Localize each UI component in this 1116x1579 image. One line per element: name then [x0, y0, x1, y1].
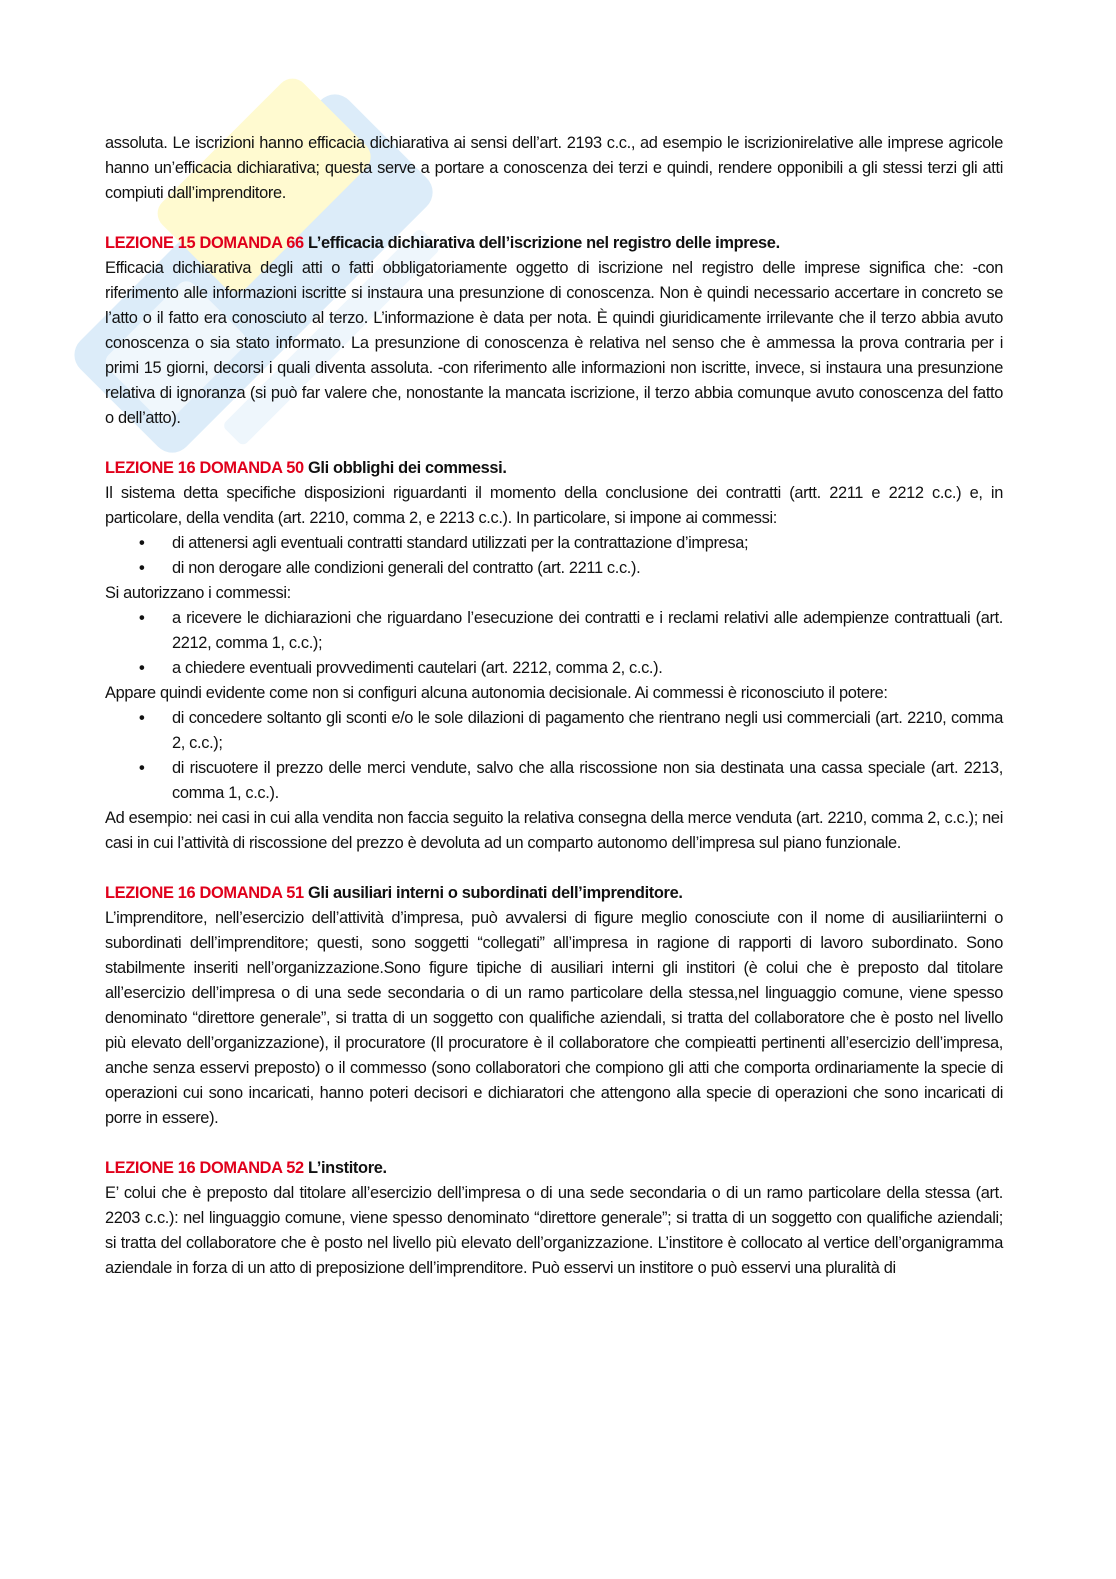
section-heading [105, 1156, 1003, 1181]
section-body: Si autorizzano i commessi: [105, 584, 291, 602]
section-body: Appare quindi evidente come non si configuri alcuna autonomia decisionale. Ai commessi è riconosciuto il potere: [105, 684, 888, 702]
list-item: • a ricevere le dichiarazioni che riguardano l’esecuzione dei contratti e i reclami relativi alle adempienze contrattuali (art. 2212, comma 1, c.c.); [172, 606, 1003, 656]
bullet-list [105, 706, 1003, 806]
section-heading [105, 881, 1003, 906]
section-heading [105, 456, 1003, 481]
intro-paragraph: assoluta. Le iscrizioni hanno efficacia dichiarativa ai sensi dell’art. 2193 c.c., ad esempio le iscrizionirelative alle imprese agricole hanno un’efficacia dichiarativa; questa serve a portare a conoscenza dei terzi e quindi, rendere opponibili a gli stessi terzi gli atti compiuti dall’imprenditore. [105, 134, 1003, 202]
section-label: LEZIONE 16 DOMANDA 51 [105, 884, 304, 902]
section-label: LEZIONE 15 DOMANDA 66 [105, 234, 304, 252]
section-lezione-16-domanda-51 [105, 881, 1003, 1131]
list-item: • di concedere soltanto gli sconti e/o le sole dilazioni di pagamento che rientrano negli usi commerciali (art. 2210, comma 2, c.c.); [172, 706, 1003, 756]
list-item: • di attenersi agli eventuali contratti standard utilizzati per la contrattazione d’impresa; [172, 531, 1003, 556]
section-body: L’imprenditore, nell’esercizio dell’attività d’impresa, può avvalersi di figure meglio conosciute con il nome di ausiliariinterni o subordinati dell’imprenditore; questi, sono soggetti “collegati” all’impresa in ragione di rapporti di lavoro subordinato. Sono stabilmente inseriti nell’organizzazione.Sono figure tipiche di ausiliari interni gli institori (è colui che è preposto dal titolare all’esercizio dell’impresa o di una sede secondaria o di un ramo particolare della stessa,nel linguaggio comune, viene spesso denominato “direttore generale”, si tratta di un soggetto con qualifiche aziendali, si tratta del collaboratore che è posto nel livello più elevato dell’organizzazione), il procuratore (Il procuratore è il collaboratore che compieatti pertinenti all’esercizio dell’impresa, anche senza esservi preposto) o il commesso (sono collaboratori che compiono gli atti che comporta ordinariamente la specie di operazioni cui sono incaricati, hanno poteri decisori e dichiaratori che attengono alla specie di operazioni che sono incaricati di porre in essere). [105, 909, 1003, 1127]
section-lezione-16-domanda-50 [105, 456, 1003, 856]
section-lezione-16-domanda-52 [105, 1156, 1003, 1281]
list-item: • di riscuotere il prezzo delle merci vendute, salvo che alla riscossione non sia destinata una cassa speciale (art. 2213, comma 1, c.c.). [172, 756, 1003, 806]
document-page [105, 131, 1003, 1281]
section-title: L’institore. [308, 1159, 387, 1177]
section-body: Ad esempio: nei casi in cui alla vendita non faccia seguito la relativa consegna della merce venduta (art. 2210, comma 2, c.c.); nei casi in cui l’attività di riscossione del prezzo è devoluta ad un comparto autonomo dell’impresa sul piano funzionale. [105, 809, 1003, 852]
bullet-list [105, 606, 1003, 681]
section-lezione-15-domanda-66 [105, 231, 1003, 431]
section-body: Efficacia dichiarativa degli atti o fatti obbligatoriamente oggetto di iscrizione nel registro delle imprese significa che: -con riferimento alle informazioni iscritte si instaura una presunzione di conoscenza. Non è quindi necessario accertare in concreto se l’atto o il fatto era conosciuto al terzo. L’informazione è data per nota. È quindi giuridicamente irrilevante che il terzo abbia avuto conoscenza o sia stato informato. La presunzione di conoscenza è relativa nel senso che è ammessa la prova contraria per i primi 15 giorni, decorsi i quali diventa assoluta. -con riferimento alle informazioni non iscritte, invece, si instaura una presunzione relativa di ignoranza (si può far valere che, nonostante la mancata iscrizione, il terzo abbia comunque avuto conoscenza del fatto o dell’atto). [105, 259, 1003, 427]
section-title: Gli ausiliari interni o subordinati dell’imprenditore. [308, 884, 683, 902]
list-item: • a chiedere eventuali provvedimenti cautelari (art. 2212, comma 2, c.c.). [172, 656, 1003, 681]
section-body: Il sistema detta specifiche disposizioni riguardanti il momento della conclusione dei contratti (artt. 2211 e 2212 c.c.) e, in particolare, della vendita (art. 2210, comma 2, e 2213 c.c.). In particolare, si impone ai commessi: [105, 484, 1003, 527]
section-title: Gli obblighi dei commessi. [308, 459, 507, 477]
section-label: LEZIONE 16 DOMANDA 52 [105, 1159, 304, 1177]
bullet-list [105, 531, 1003, 581]
section-label: LEZIONE 16 DOMANDA 50 [105, 459, 304, 477]
section-title: L’efficacia dichiarativa dell’iscrizione nel registro delle imprese. [308, 234, 780, 252]
section-body: E’ colui che è preposto dal titolare all’esercizio dell’impresa o di una sede secondaria o di un ramo particolare della stessa (art. 2203 c.c.): nel linguaggio comune, viene spesso denominato “direttore generale”; si tratta di un soggetto con qualifiche aziendali; si tratta del collaboratore che è posto nel livello più elevato dell’organizzazione. L’institore è collocato al vertice dell’organigramma aziendale in forza di un atto di preposizione dell’imprenditore. Può esservi un institore o può esservi una pluralità di [105, 1184, 1003, 1277]
list-item: • di non derogare alle condizioni generali del contratto (art. 2211 c.c.). [172, 556, 1003, 581]
section-heading [105, 231, 1003, 256]
